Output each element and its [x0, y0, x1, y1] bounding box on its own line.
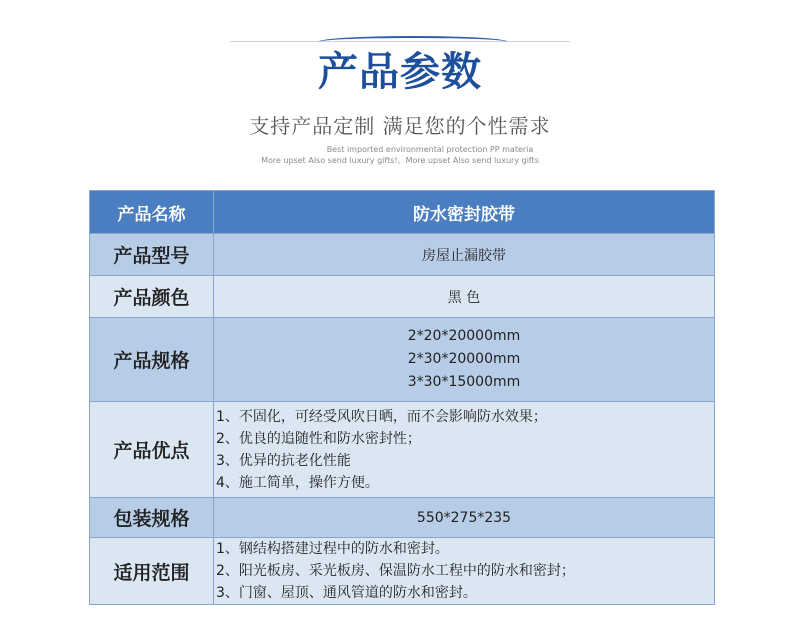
page-title: 产品参数: [318, 49, 482, 95]
table-row-packing: [90, 498, 715, 538]
advantage-item: 1、不固化，可经受风吹日晒，而不会影响防水效果；: [216, 408, 547, 425]
label-model: 产品型号: [90, 234, 214, 276]
page-subtitle: 支持产品定制 满足您的个性需求: [249, 114, 551, 138]
spec-line: 3*30*15000mm: [407, 374, 521, 390]
scope-item: 1、钢结构搭建过程中的防水和密封。: [216, 541, 449, 557]
value-advantages: [214, 402, 715, 498]
advantage-item: 2、优良的追随性和防水密封性；: [216, 430, 421, 447]
scope-item: 2、阳光板房、采光板房、保温防水工程中的防水和密封；: [216, 563, 575, 579]
label-advantages: 产品优点: [90, 402, 214, 498]
table-row-advantages: [90, 402, 715, 498]
table-row-scope: [90, 538, 715, 605]
table-row-model: [90, 234, 715, 276]
value-color: 黑 色: [214, 276, 715, 318]
spec-line: 2*20*20000mm: [407, 328, 521, 344]
value-packing: 550*275*235: [214, 498, 715, 538]
label-product-name: 产品名称: [90, 191, 214, 234]
value-spec: [214, 318, 715, 402]
scope-item: 3、门窗、屋顶、通风管道的防水和密封。: [216, 585, 477, 601]
value-scope: [214, 538, 715, 605]
label-packing: 包装规格: [90, 498, 214, 538]
label-color: 产品颜色: [90, 276, 214, 318]
english-tagline-1: Best imported environmental protection PP materia: [326, 145, 534, 154]
label-spec: 产品规格: [90, 318, 214, 402]
value-model: 房屋止漏胶带: [214, 234, 715, 276]
advantage-item: 4、施工简单，操作方便。: [216, 474, 379, 491]
advantage-item: 3、优异的抗老化性能: [216, 452, 351, 469]
label-scope: 适用范围: [90, 538, 214, 605]
product-parameter-table: [89, 190, 715, 605]
table-row-name: [90, 191, 715, 234]
table-row-color: [90, 276, 715, 318]
spec-line: 2*30*20000mm: [407, 351, 521, 367]
value-product-name: 防水密封胶带: [214, 191, 715, 234]
english-tagline-2: More upset Also send luxury gifts!。More upset Also send luxury gifts: [261, 156, 539, 165]
table-row-spec: [90, 318, 715, 402]
